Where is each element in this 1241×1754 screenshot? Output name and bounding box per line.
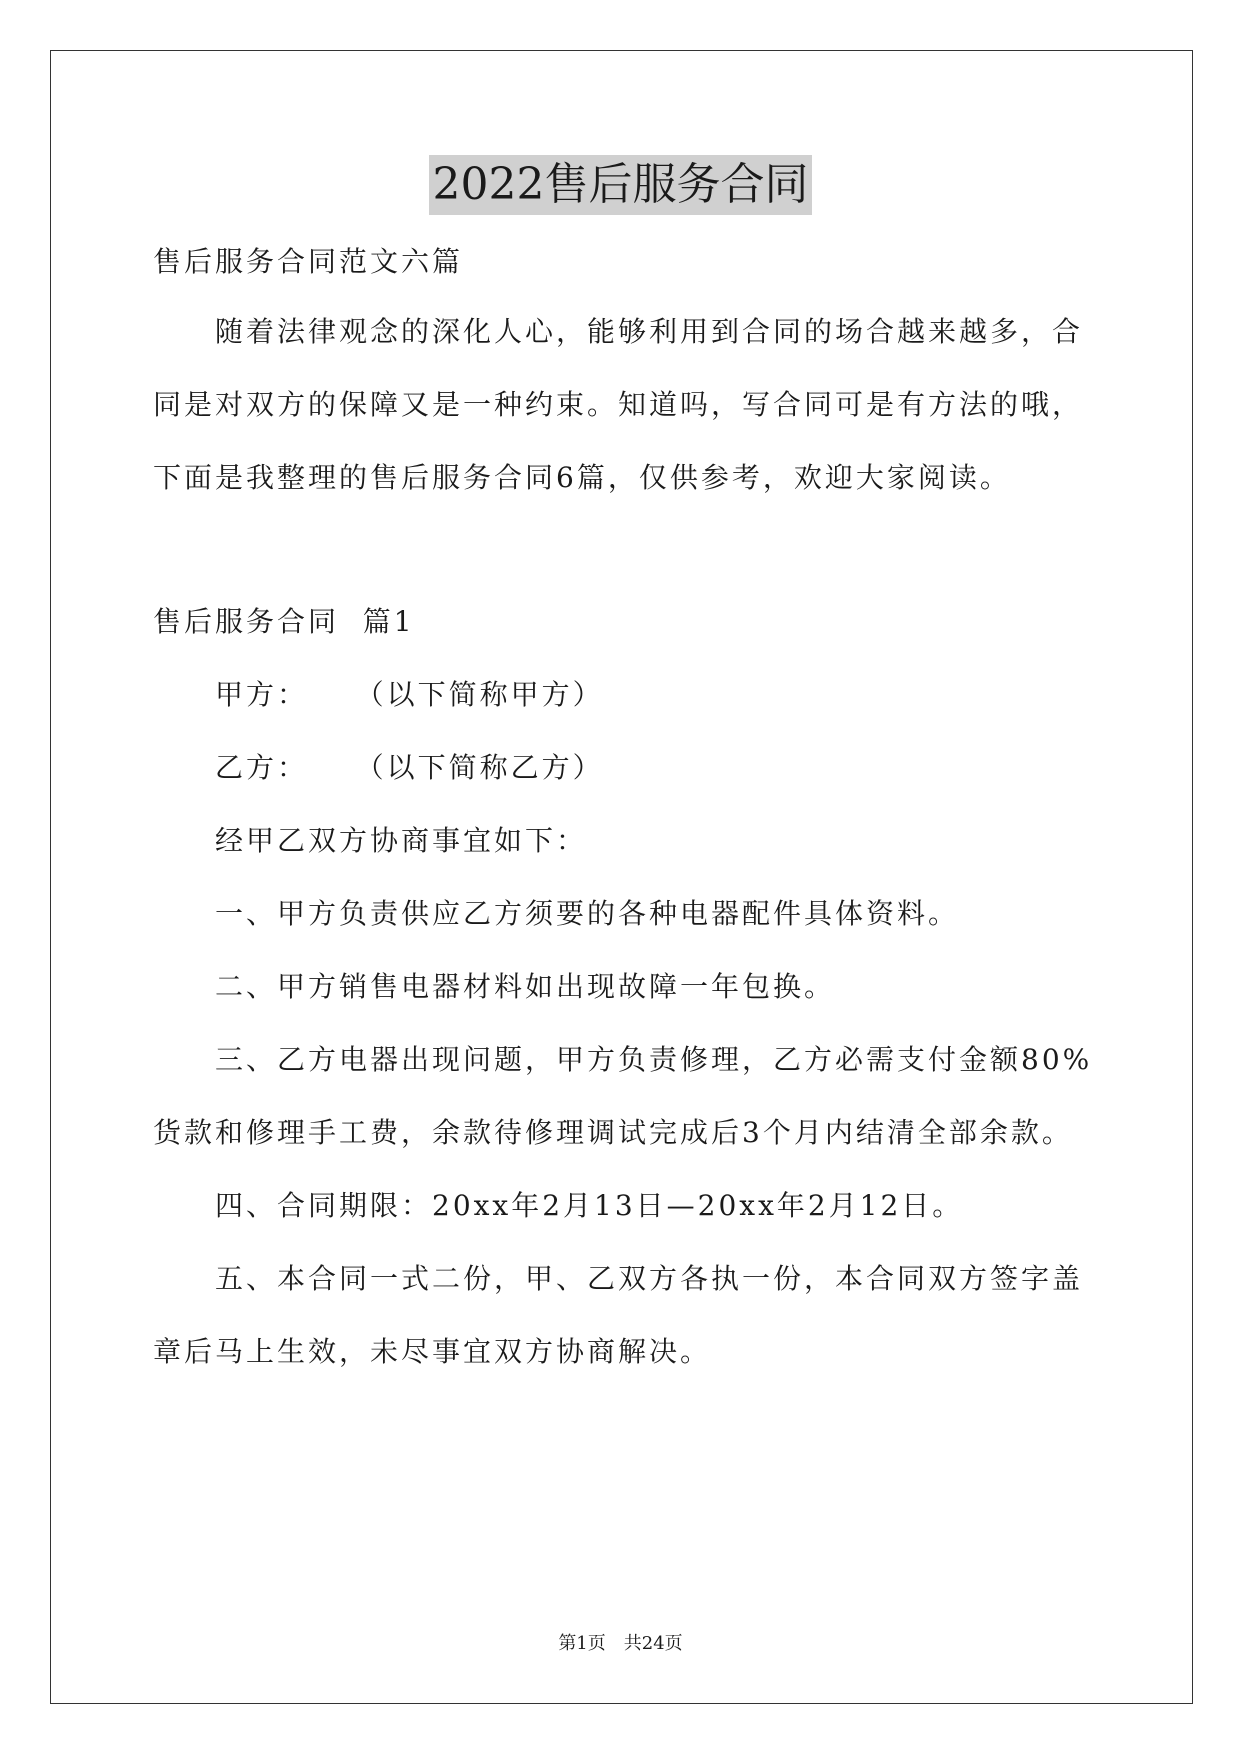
document-title: 2022售后服务合同 [429, 155, 813, 215]
document-subtitle: 售后服务合同范文六篇 [153, 245, 464, 278]
page-border [50, 50, 1193, 1704]
clause-5-line-1: 五、本合同一式二份，甲、乙双方各执一份，本合同双方签字盖 [215, 1262, 1084, 1295]
clause-3-line-1: 三、乙方电器出现问题，甲方负责修理，乙方必需支付金额80% [215, 1043, 1093, 1076]
title-container [0, 155, 1241, 215]
party-a-line: 甲方： （以下简称甲方） [215, 678, 604, 711]
page-footer [0, 1632, 1241, 1656]
page-number: 第1页 [558, 1633, 606, 1654]
clause-1: 一、甲方负责供应乙方须要的各种电器配件具体资料。 [215, 897, 960, 930]
clause-3-line-2: 货款和修理手工费，余款待修理调试完成后3个月内结清全部余款。 [153, 1116, 1073, 1149]
intro-line-1: 随着法律观念的深化人心，能够利用到合同的场合越来越多，合 [215, 315, 1084, 348]
total-pages: 共24页 [623, 1633, 683, 1654]
intro-line-3: 下面是我整理的售后服务合同6篇，仅供参考，欢迎大家阅读。 [153, 461, 1011, 494]
clause-4: 四、合同期限：20xx年2月13日—20xx年2月12日。 [215, 1189, 964, 1222]
clause-5-line-2: 章后马上生效，未尽事宜双方协商解决。 [153, 1335, 712, 1368]
agreement-intro: 经甲乙双方协商事宜如下： [215, 824, 588, 857]
clause-2: 二、甲方销售电器材料如出现故障一年包换。 [215, 970, 836, 1003]
section-heading: 售后服务合同 篇1 [153, 605, 415, 638]
intro-line-2: 同是对双方的保障又是一种约束。知道吗，写合同可是有方法的哦， [153, 388, 1084, 421]
party-b-line: 乙方： （以下简称乙方） [215, 751, 604, 784]
